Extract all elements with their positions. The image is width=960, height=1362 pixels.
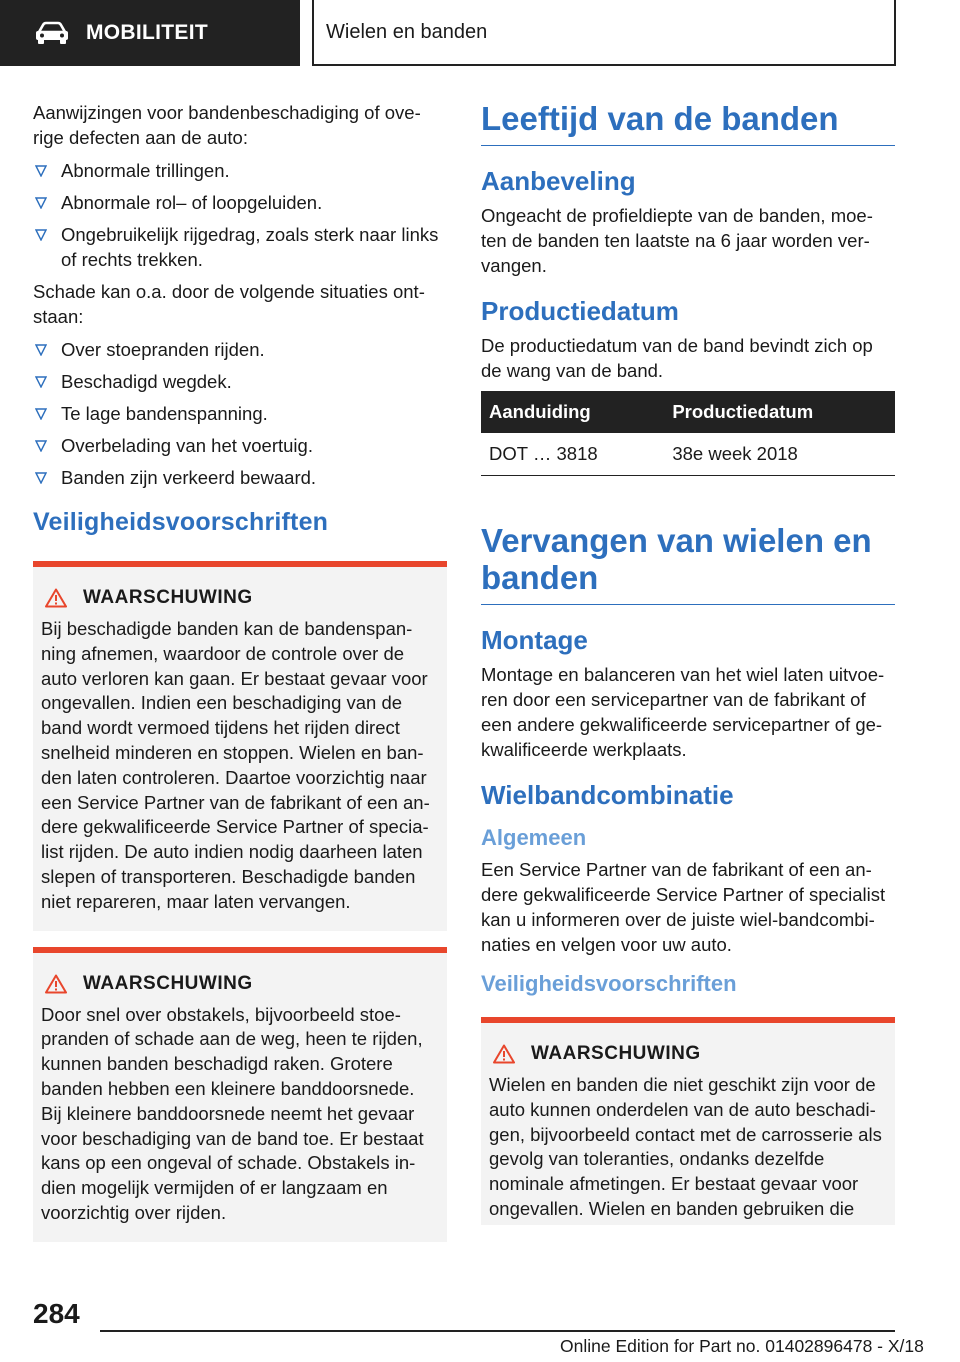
warning-triangle-icon xyxy=(45,588,67,608)
table-cell: DOT … 3818 xyxy=(481,433,664,476)
list-item: Abnormale trillingen. xyxy=(33,158,447,183)
bullet-triangle-icon xyxy=(35,376,47,388)
warning-title: WAARSCHUWING xyxy=(83,972,253,994)
safety-heading: Veiligheidsvoorschriften xyxy=(33,508,329,536)
replace-heading: Vervangen van wielen en banden xyxy=(481,522,895,605)
table-row xyxy=(481,433,895,476)
warning-text: Wielen en banden die niet geschikt zijn voor de auto kunnen onderdelen van de auto beschadi-gen, bijvoorbeeld contact met de carrosserie als gevolg van toleranties, ondanks dezelfde nominale afmetingen. Er bestaat gevaar voor ongevallen. Wielen en banden gebruiken die xyxy=(489,1074,882,1219)
warning-triangle-icon xyxy=(493,1044,515,1064)
list-item: Banden zijn verkeerd bewaard. xyxy=(33,465,447,490)
page-header xyxy=(0,0,960,66)
right-column xyxy=(481,100,895,1225)
warning-title: WAARSCHUWING xyxy=(83,587,253,608)
car-icon xyxy=(34,21,70,45)
warning-header xyxy=(489,1043,887,1065)
list-item: Te lage bandenspanning. xyxy=(33,401,447,426)
table-header: Productiedatum xyxy=(664,391,895,433)
warning-box xyxy=(33,947,447,1242)
list-item: Ongebruikelijk rijgedrag, zoals sterk naar links of rechts trekken. xyxy=(33,222,447,272)
bullet-triangle-icon xyxy=(35,165,47,177)
general-heading: Algemeen xyxy=(481,825,587,850)
recommendation-text: Ongeacht de profieldiepte van de banden, moe-ten de banden ten laatste na 6 jaar worden ver-vangen. xyxy=(481,205,873,276)
warning-text: Bij beschadigde banden kan de bandenspan-ning afnemen, waardoor de controle over de auto verloren kan gaan. Er bestaat gevaar voor ongevallen. Indien een beschadiging van de band wordt vermoed tijdens het rijden direct snelheid minderen en stoppen. Wielen en ban-den laten controleren. Daartoe voorzichtig naar een Service Partner van de fabrikant of een an-dere gekwalificeerde Service Partner of specia-list rijden. De auto indien nodig daarheen laten slepen of transporteren. Beschadigde banden niet repareren, maar laten vervangen. xyxy=(41,618,430,912)
list-item: Abnormale rol– of loopgeluiden. xyxy=(33,190,447,215)
bullet-triangle-icon xyxy=(35,408,47,420)
table-cell: 38e week 2018 xyxy=(664,433,895,476)
warning-box xyxy=(481,1017,895,1225)
list-item: Overbelading van het voertuig. xyxy=(33,433,447,458)
warning-header xyxy=(41,973,439,995)
wheel-tire-combo-heading: Wielbandcombinatie xyxy=(481,780,734,810)
production-date-table xyxy=(481,391,895,476)
warning-title: WAARSCHUWING xyxy=(531,1043,701,1064)
bullet-triangle-icon xyxy=(35,229,47,241)
edition-note: Online Edition for Part no. 01402896478 - X/18 xyxy=(560,1336,924,1356)
safety-heading: Veiligheidsvoorschriften xyxy=(481,971,737,996)
damage-intro: Aanwijzingen voor bandenbeschadiging of ove-rige defecten aan de auto: xyxy=(33,102,421,148)
causes-intro: Schade kan o.a. door de volgende situaties ont-staan: xyxy=(33,281,425,327)
age-heading: Leeftijd van de banden xyxy=(481,100,895,146)
general-text: Een Service Partner van de fabrikant of een an-dere gekwalificeerde Service Partner of specialist kan u informeren over de juiste wiel-bandcombi-naties en velgen voor uw auto. xyxy=(481,859,886,955)
warning-triangle-icon xyxy=(45,974,67,994)
left-column xyxy=(33,100,447,1258)
bullet-triangle-icon xyxy=(35,344,47,356)
warning-box xyxy=(33,561,447,931)
warning-text: Door snel over obstakels, bijvoorbeeld stoe-pranden of schade aan de weg, heen te rijden, kunnen banden beschadigd raken. Grotere banden hebben een kleinere banddoorsnede. Bij kleinere banddoorsnede neemt het gevaar voor beschadiging van de band toe. Er bestaat kans op een ongeval of schade. Obstakels in-dien mogelijk vermijden of er langzaam en voorzichtig over rijden. xyxy=(41,1003,424,1223)
list-item: Over stoepranden rijden. xyxy=(33,337,447,362)
mounting-heading: Montage xyxy=(481,625,588,655)
warning-header xyxy=(41,587,439,609)
bullet-triangle-icon xyxy=(35,472,47,484)
cause-list xyxy=(33,337,447,490)
page-number: 284 xyxy=(33,1298,80,1329)
bullet-triangle-icon xyxy=(35,197,47,209)
footer-divider xyxy=(100,1330,895,1332)
section-title: MOBILITEIT xyxy=(86,21,208,44)
list-item: Beschadigd wegdek. xyxy=(33,369,447,394)
mounting-text: Montage en balanceren van het wiel laten uitvoe-ren door een servicepartner van de fabrikant of een andere gekwalificeerde servicepartner of ge-kwalificeerde werkplaats. xyxy=(481,664,885,760)
chapter-title: Wielen en banden xyxy=(312,0,896,66)
symptom-list xyxy=(33,158,447,272)
bullet-triangle-icon xyxy=(35,440,47,452)
production-date-text: De productiedatum van de band bevindt zich op de wang van de band. xyxy=(481,335,873,381)
section-tab xyxy=(0,0,300,66)
recommendation-heading: Aanbeveling xyxy=(481,166,636,196)
production-date-heading: Productiedatum xyxy=(481,296,679,326)
table-header: Aanduiding xyxy=(481,391,664,433)
